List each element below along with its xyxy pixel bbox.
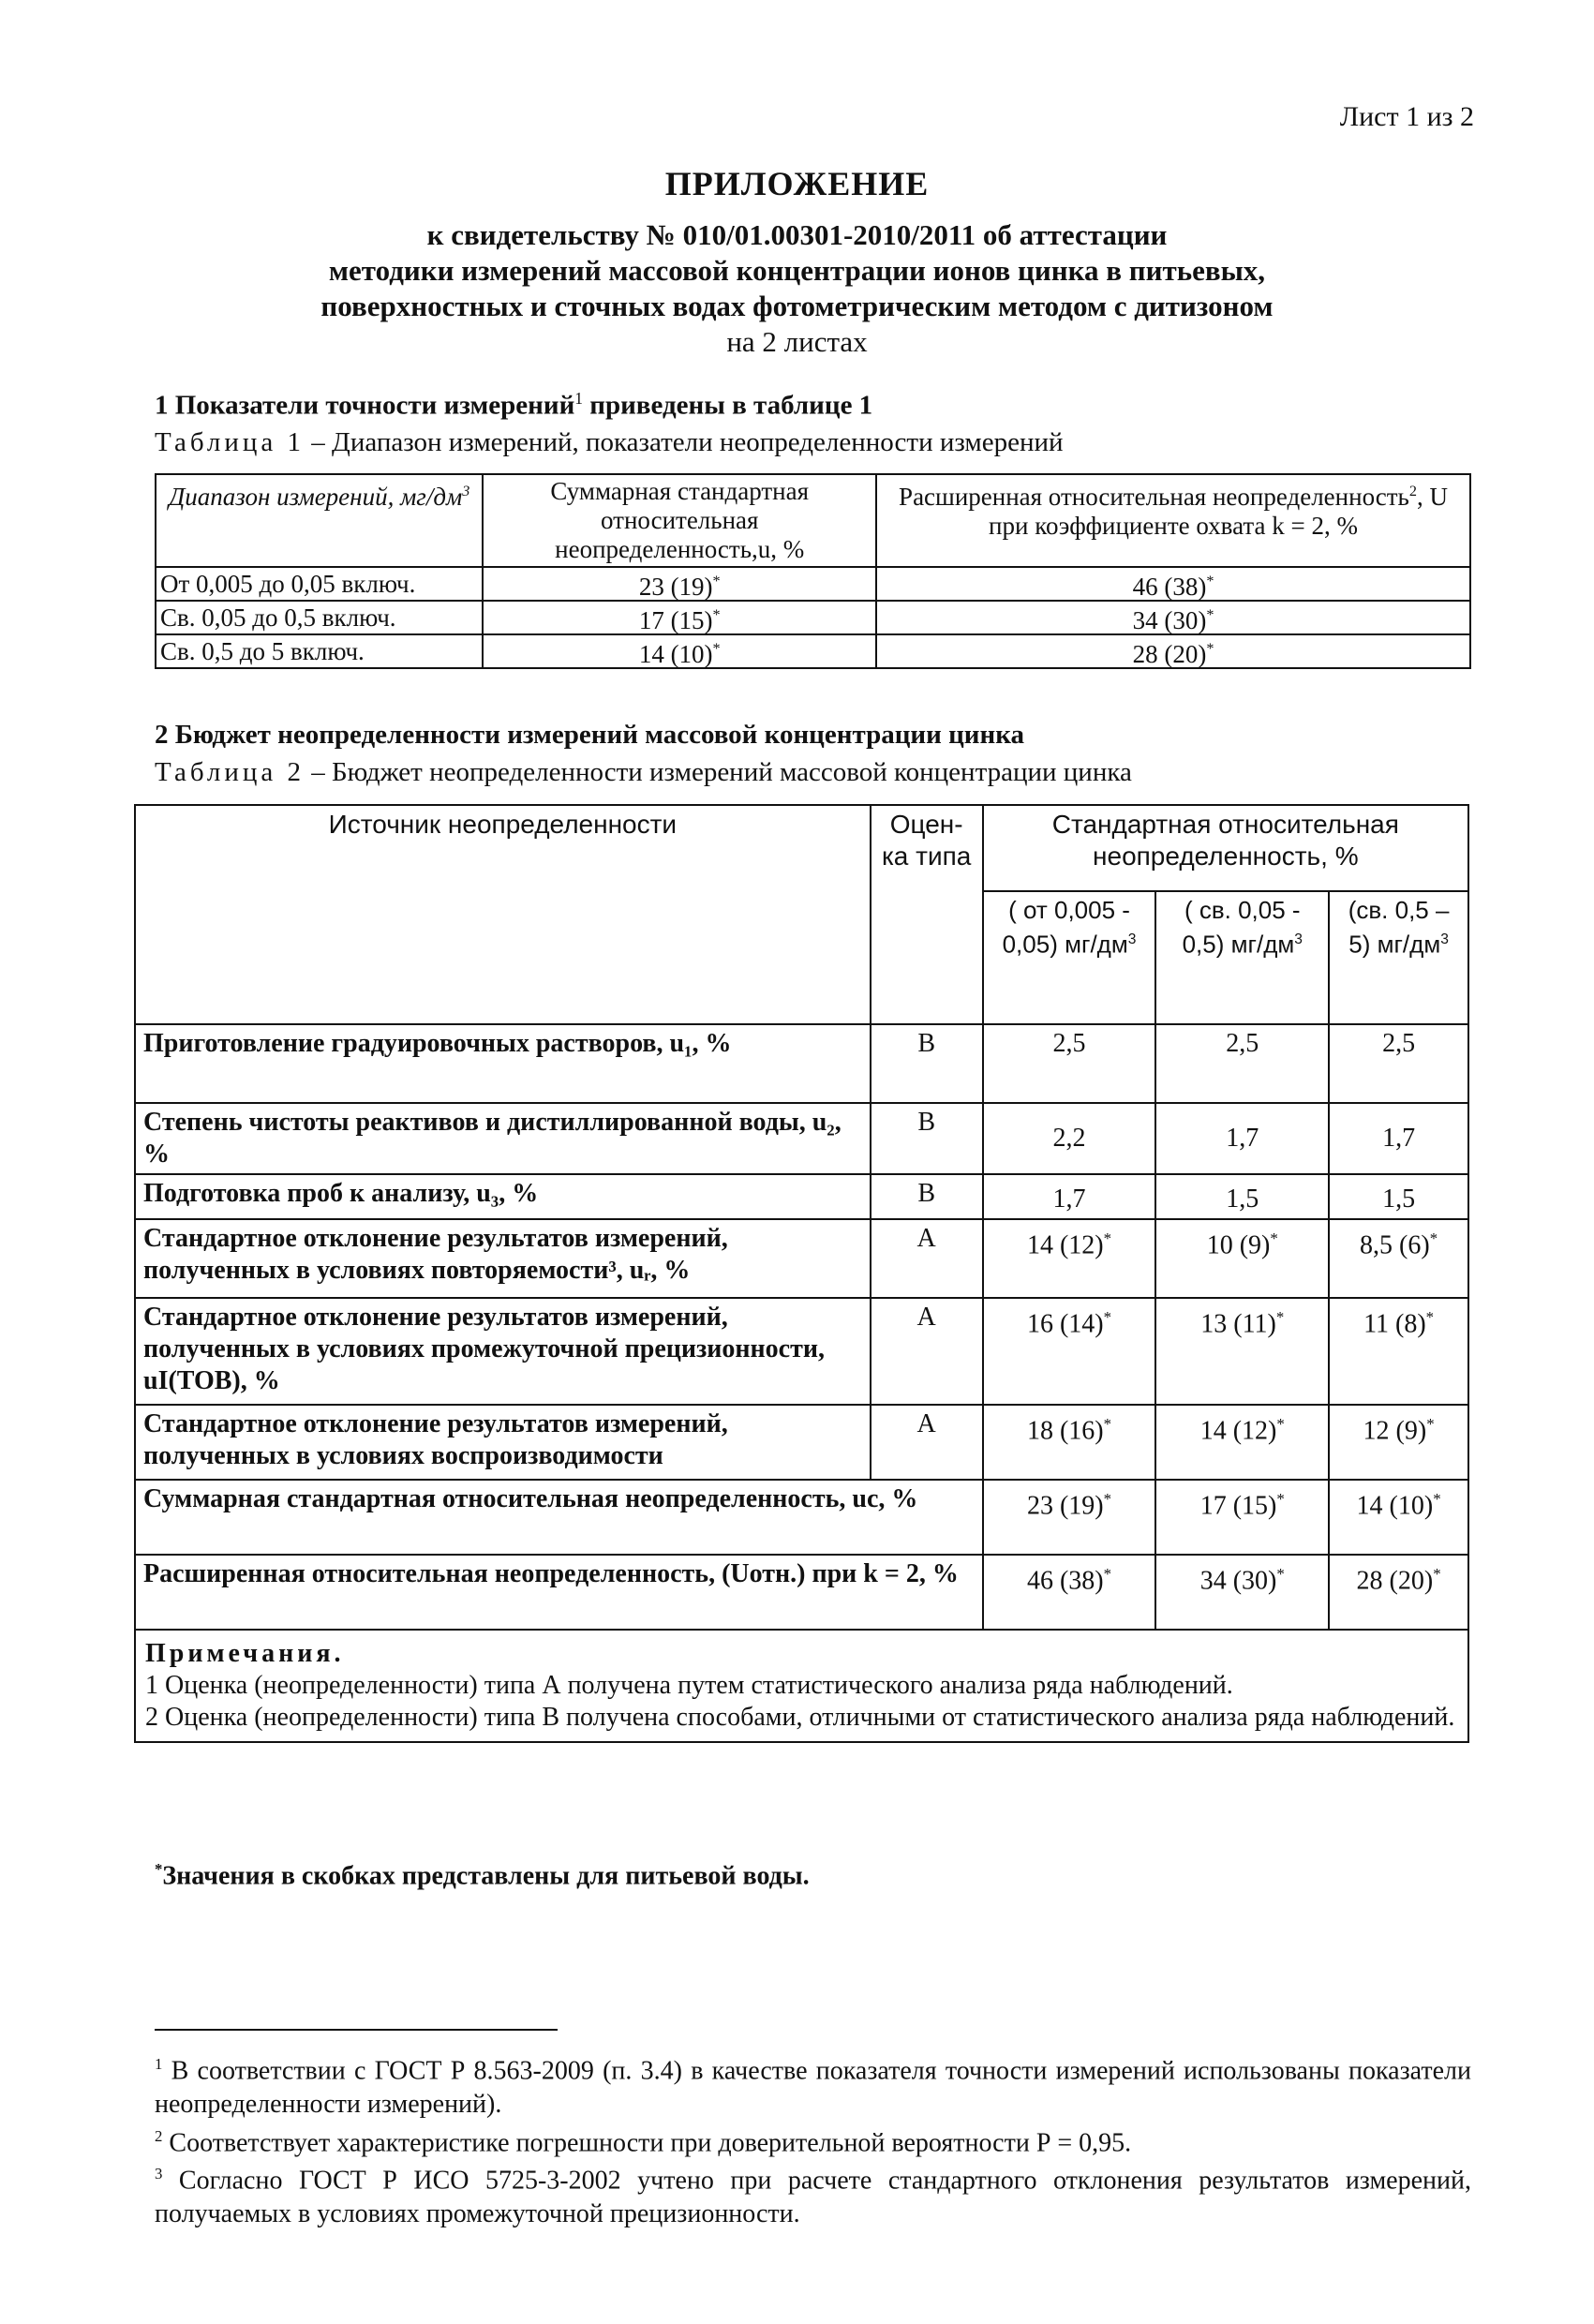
table2-header-row bbox=[135, 805, 1468, 891]
footnote-number: 1 bbox=[155, 2055, 163, 2073]
table-row bbox=[135, 1174, 1468, 1219]
notes-row bbox=[135, 1630, 1468, 1742]
source-cell: Приготовление градуировочных растворов, u₁, % bbox=[135, 1024, 871, 1103]
note-item: 1 Оценка (неопределенности) типа А получена путем статистического анализа ряда наблюдений. bbox=[145, 1671, 1233, 1700]
table2-header-std: Стандартная относительная неопределенность, % bbox=[983, 805, 1468, 891]
star-mark: * bbox=[155, 1860, 163, 1878]
table1-header-U: Расширенная относительная неопределенность$^2$, U при коэффициенте охвата k = 2, % bbox=[876, 474, 1470, 567]
range-header: ( св. 0,05 - 0,5) $мг/дм^3$ bbox=[1155, 891, 1329, 1024]
type-cell: B bbox=[871, 1024, 983, 1103]
value-cell: 13 (11)* bbox=[1155, 1298, 1329, 1405]
footnote-divider bbox=[155, 2029, 558, 2031]
source-cell: Стандартное отклонение результатов измерений, полученных в условиях воспроизводимости bbox=[135, 1405, 871, 1480]
table-row bbox=[135, 1298, 1468, 1405]
section1-heading bbox=[155, 389, 872, 422]
source-cell: Подготовка проб к анализу, u₃, % bbox=[135, 1174, 871, 1219]
document-subtitle bbox=[0, 217, 1594, 360]
table-row bbox=[135, 1103, 1468, 1174]
table-row bbox=[135, 1024, 1468, 1103]
table-row bbox=[135, 1219, 1468, 1298]
value-cell: 34 (30)* bbox=[1155, 1555, 1329, 1630]
section2-heading-text: 2 Бюджет неопределенности измерений массовой концентрации цинка bbox=[155, 720, 1024, 750]
source-cell: Стандартное отклонение результатов измерений, полученных в условиях промежуточной прецизионности, uI(TOB), % bbox=[135, 1298, 871, 1405]
table1-label: Таблица 1 bbox=[155, 427, 305, 457]
footnote bbox=[155, 2048, 1471, 2122]
table-row bbox=[135, 1405, 1468, 1480]
table2-header-source: Источник неопределенности bbox=[135, 805, 871, 1024]
range-cell: От 0,005 до 0,05 включ. bbox=[156, 567, 483, 601]
table-row bbox=[156, 601, 1470, 634]
footnote bbox=[155, 2120, 1471, 2160]
subtitle-line: на 2 листах bbox=[726, 325, 868, 358]
table1 bbox=[155, 473, 1471, 669]
footnote bbox=[155, 2157, 1471, 2231]
range-header: ( от 0,005 - 0,05) $мг/дм^3$ bbox=[983, 891, 1156, 1024]
sheet-number: Лист 1 из 2 bbox=[1339, 101, 1474, 132]
value-cell: 2,5 bbox=[1155, 1024, 1329, 1103]
source-cell: Стандартное отклонение результатов измерений, полученных в условиях повторяемости³, uᵣ, % bbox=[135, 1219, 871, 1298]
footnote-text: Согласно ГОСТ Р ИСО 5725-3-2002 учтено при расчете стандартного отклонения результатов измерений, получаемых в условиях промежуточной прецизионности. bbox=[155, 2166, 1471, 2229]
footnote-text: Соответствует характеристике погрешности при доверительной вероятности Р = 0,95. bbox=[162, 2128, 1132, 2158]
table2-header-type: Оцен-ка типа bbox=[871, 805, 983, 1024]
u-cell: 14 (10)* bbox=[483, 634, 876, 668]
summary-source-cell: Суммарная стандартная относительная неопределенность, uc, % bbox=[135, 1480, 983, 1555]
value-cell: 10 (9)* bbox=[1155, 1219, 1329, 1298]
notes-title: Примечания. bbox=[145, 1639, 345, 1668]
footnote-text: В соответствии с ГОСТ Р 8.563-2009 (п. 3.4) в качестве показателя точности измерений использованы показатели неопределенности измерений). bbox=[155, 2056, 1471, 2120]
value-cell: 1,7 bbox=[1155, 1103, 1329, 1174]
table1-caption bbox=[155, 427, 1064, 458]
table1-header-row bbox=[156, 474, 1470, 567]
u-cell: 23 (19)* bbox=[483, 567, 876, 601]
summary-row bbox=[135, 1480, 1468, 1555]
section1-heading-text: 1 Показатели точности измерений bbox=[155, 390, 575, 421]
footnote-ref: 1 bbox=[574, 389, 583, 408]
subtitle-line: к свидетельству № 010/01.00301-2010/2011 об аттестации bbox=[426, 218, 1168, 251]
value-cell: 14 (12)* bbox=[1155, 1405, 1329, 1480]
U-cell: 34 (30)* bbox=[876, 601, 1470, 634]
table1-header-range: Диапазон измерений, $мг/дм^3$ bbox=[156, 474, 483, 567]
parentheses-note bbox=[155, 1860, 810, 1891]
value-cell: 16 (14)* bbox=[983, 1298, 1156, 1405]
value-cell: 8,5 (6)* bbox=[1329, 1219, 1468, 1298]
value-cell: 17 (15)* bbox=[1155, 1480, 1329, 1555]
table-row bbox=[156, 634, 1470, 668]
section2-heading bbox=[155, 720, 1024, 751]
notes-cell bbox=[135, 1630, 1468, 1742]
subtitle-line: поверхностных и сточных водах фотометрическим методом с дитизоном bbox=[320, 290, 1274, 322]
document-title: ПРИЛОЖЕНИЕ bbox=[664, 165, 930, 202]
summary-row bbox=[135, 1555, 1468, 1630]
range-cell: Св. 0,05 до 0,5 включ. bbox=[156, 601, 483, 634]
source-cell: Степень чистоты реактивов и дистиллированной воды, u₂, % bbox=[135, 1103, 871, 1174]
subtitle-line: методики измерений массовой концентрации ионов цинка в питьевых, bbox=[328, 254, 1266, 287]
note-item: 2 Оценка (неопределенности) типа В получена способами, отличными от статистического анализа ряда наблюдений. bbox=[145, 1703, 1455, 1732]
parentheses-note-text: Значения в скобках представлены для питьевой воды. bbox=[162, 1861, 810, 1891]
value-cell: 12 (9)* bbox=[1329, 1405, 1468, 1480]
value-cell: 18 (16)* bbox=[983, 1405, 1156, 1480]
value-cell: 2,2 bbox=[983, 1103, 1156, 1174]
type-cell: B bbox=[871, 1103, 983, 1174]
type-cell: B bbox=[871, 1174, 983, 1219]
footnote-number: 3 bbox=[155, 2165, 163, 2182]
table2-caption-text: – Бюджет неопределенности измерений массовой концентрации цинка bbox=[305, 757, 1132, 787]
type-cell: A bbox=[871, 1405, 983, 1480]
table1-header-u: Суммарная стандартная относительная неопределенность,u, % bbox=[483, 474, 876, 567]
range-header: (св. 0,5 – 5) $мг/дм^3$ bbox=[1329, 891, 1468, 1024]
table1-caption-text: – Диапазон измерений, показатели неопределенности измерений bbox=[305, 427, 1064, 457]
summary-source-cell: Расширенная относительная неопределенность, (Uотн.) при k = 2, % bbox=[135, 1555, 983, 1630]
table-row bbox=[156, 567, 1470, 601]
value-cell: 1,7 bbox=[1329, 1103, 1468, 1174]
value-cell: 23 (19)* bbox=[983, 1480, 1156, 1555]
value-cell: 28 (20)* bbox=[1329, 1555, 1468, 1630]
table2 bbox=[134, 804, 1469, 1743]
value-cell: 11 (8)* bbox=[1329, 1298, 1468, 1405]
table2-caption bbox=[155, 757, 1132, 788]
U-cell: 28 (20)* bbox=[876, 634, 1470, 668]
value-cell: 14 (10)* bbox=[1329, 1480, 1468, 1555]
type-cell: A bbox=[871, 1298, 983, 1405]
value-cell: 46 (38)* bbox=[983, 1555, 1156, 1630]
value-cell: 14 (12)* bbox=[983, 1219, 1156, 1298]
section1-heading-tail: приведены в таблице 1 bbox=[583, 390, 873, 421]
table2-label: Таблица 2 bbox=[155, 757, 305, 787]
u-cell: 17 (15)* bbox=[483, 601, 876, 634]
range-cell: Св. 0,5 до 5 включ. bbox=[156, 634, 483, 668]
value-cell: 2,5 bbox=[983, 1024, 1156, 1103]
footnote-number: 2 bbox=[155, 2127, 163, 2145]
type-cell: A bbox=[871, 1219, 983, 1298]
value-cell: 1,5 bbox=[1155, 1174, 1329, 1219]
value-cell: 1,7 bbox=[983, 1174, 1156, 1219]
value-cell: 2,5 bbox=[1329, 1024, 1468, 1103]
value-cell: 1,5 bbox=[1329, 1174, 1468, 1219]
U-cell: 46 (38)* bbox=[876, 567, 1470, 601]
